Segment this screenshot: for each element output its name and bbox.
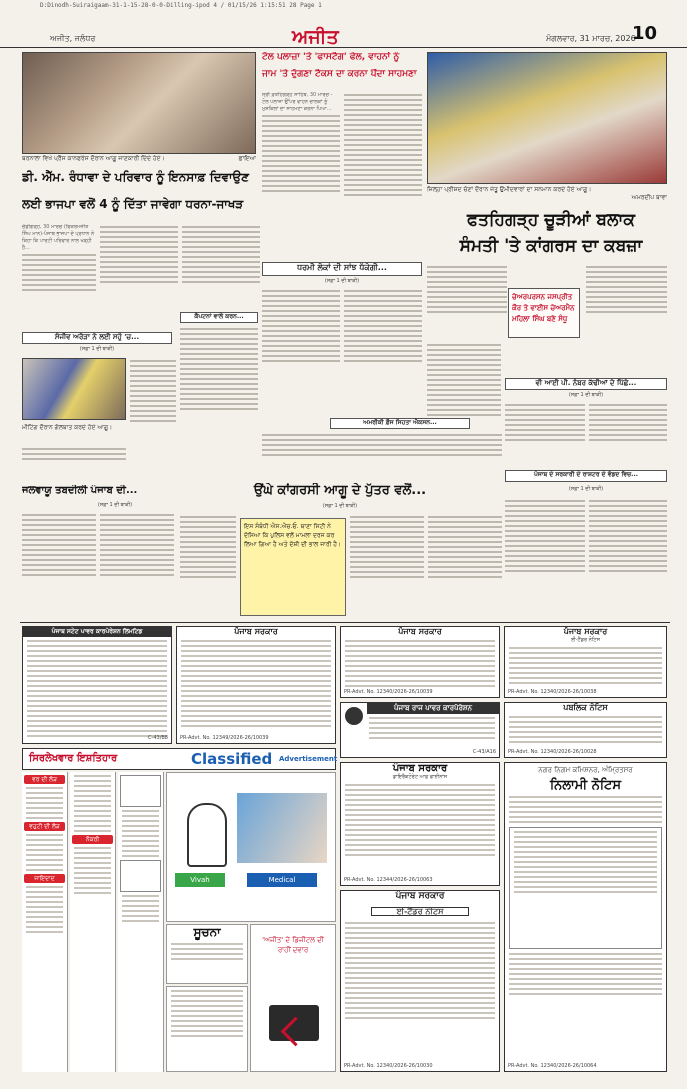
dharmi-col-2 <box>344 288 422 408</box>
govt-ad-3-ref: PR-Advt. No. 12340/2026-26/10038 <box>508 689 597 695</box>
ajit-logo: ਅਜੀਤ <box>292 26 339 48</box>
sanjeev-continued: (ਸਫ਼ਾ 1 ਦੀ ਬਾਕੀ) <box>79 346 115 352</box>
winner-box-text: ਚੇਅਰਪਰਸਨ ਜਸਪ੍ਰੀਤ ਕੌਰ ਤੇ ਵਾਈਸ ਚੇਅਰਮੈਨ ਮਹਿਲਾ ਸਿੰਘ ਬਣੇ ਸੰਧੂ <box>512 293 575 323</box>
climate-col-1 <box>22 512 96 616</box>
govt-ad-1-title: ਪੰਜਾਬ ਸਰਕਾਰ <box>234 627 278 636</box>
ajit-digital-promo <box>250 924 336 1072</box>
classified-col-3 <box>118 772 164 1072</box>
ajit-digital-text: 'ਅਜੀਤ' ਦੇ ਡਿਜੀਟਲ ਦੀ ਰਾਹੀਂ ਦਵਾਰ <box>262 936 324 954</box>
classified-col-1 <box>22 772 68 1072</box>
army-kicker: ਅਮਰੀਕੀ ਫ਼ੌਜ ਸਿਹਤਾ ਐਕਸਨ... <box>330 418 470 429</box>
medical-label: Medical <box>247 873 317 887</box>
classified-tag-3: ਜਾਇਦਾਦ <box>24 874 65 883</box>
e-tender-title: ਪੰਜਾਬ ਸਰਕਾਰ <box>395 891 445 901</box>
auction-ref: PR-Advt. No. 12340/2026-26/10064 <box>508 1063 597 1069</box>
right-lead-col-1 <box>427 264 507 339</box>
classified-illustration <box>166 772 336 922</box>
vip-col-1 <box>505 402 585 462</box>
meeting-caption: ਮੀਟਿੰਗ ਦੌਰਾਨ ਗੱਲਬਾਤ ਕਰਦੇ ਹੋਏ ਆਗੂ। <box>22 424 113 431</box>
issue-date: ਮੰਗਲਵਾਰ, 31 ਮਾਰਚ, 2026 <box>546 34 636 43</box>
public-notice-ref: PR-Advt. No. 12340/2026-26/10028 <box>508 749 597 755</box>
auction-ad <box>504 762 667 1072</box>
print-slug: D:Dinodh-Suiraigaam-31-1-15-28-0-0-Dilling-ipod 4 / 01/15/26 1:15:51 28 Page 1 <box>40 2 322 9</box>
govt-ad-2-title: ਪੰਜਾਬ ਸਰਕਾਰ <box>398 627 442 636</box>
classified-label-adv: Advertisement <box>279 755 338 763</box>
e-tender-ad <box>340 890 500 1072</box>
dharmi-continued: (ਸਫ਼ਾ 1 ਦੀ ਬਾਕੀ) <box>324 278 360 284</box>
vip-col-2 <box>589 402 667 462</box>
congress-quote-box: ਇਸ ਸੰਬੰਧੀ ਐਸ.ਐਚ.ਓ. ਥਾਣਾ ਸਿਟੀ ਨੇ ਦੱਸਿਆ ਕਿ ਪੁਲਿਸ ਵਲੋਂ ਮਾਮਲਾ ਦਰਜ ਕਰ ਲਿਆ ਗਿਆ ਹੈ ਅਤੇ ਦੋਸ਼ੀ ਦੀ ਭਾਲ ਜਾਰੀ ਹੈ। <box>240 518 346 616</box>
dharmi-kicker: ਧਰਮੀ ਲੋਕਾਂ ਦੀ ਸਾਂਝ ਧੱਕੇਗੀ... <box>262 262 422 276</box>
lead-left-credit: ਛਾਇਆ <box>238 155 256 162</box>
classified-tag-1: ਵਰ ਦੀ ਲੋੜ <box>24 775 65 784</box>
govt-ad-1 <box>176 626 336 744</box>
toll-body-col-1 <box>262 92 340 260</box>
person-figure-icon <box>187 803 227 867</box>
punjab-continued: (ਸਫ਼ਾ 1 ਦੀ ਬਾਕੀ) <box>568 486 604 492</box>
punjab-col-2 <box>589 498 667 616</box>
e-tender-ref: PR-Advt. No. 12340/2026-26/10030 <box>344 1063 433 1069</box>
vip-continued: (ਸਫ਼ਾ 1 ਦੀ ਬਾਕੀ) <box>568 392 604 398</box>
power-corp-logo-icon <box>345 707 363 725</box>
punjab-kicker: ਪੰਜਾਬ ਦੇ ਸਰਕਾਰੀ ਦੇ ਰਾਸ਼ਟਰ ਦੇ ਵੱਡਦ ਵਿਚ... <box>505 470 667 482</box>
dharmi-col-1 <box>262 288 340 408</box>
congress-col-3 <box>350 514 424 616</box>
lead-left-body <box>22 224 96 322</box>
captain-col <box>180 326 258 466</box>
govt-ad-3 <box>504 626 667 698</box>
sanjeev-kicker: ਸੰਜੀਵ ਅਰੋੜਾ ਨੇ ਲਈ ਸਹੁੰ 'ਚ... <box>22 332 172 344</box>
lead-left-headline-2: ਲਈ ਭਾਜਪਾ ਵਲੋਂ 4 ਨੂੰ ਦਿੱਤਾ ਜਾਵੇਗਾ ਧਰਨਾ-ਜਾਖੜ <box>22 197 244 211</box>
pspcl-code: C-43/B8 <box>148 735 168 741</box>
classified-col-2 <box>70 772 116 1072</box>
lead-left-photo <box>22 52 256 154</box>
govt-ad-3-sub: ਈ-ਟੈਂਡਰ ਨੋਟਿਸ <box>571 637 600 643</box>
medical-team-icon <box>237 793 327 863</box>
auction-table <box>509 827 662 949</box>
govt-ad-4 <box>340 762 500 886</box>
army-body <box>262 432 502 476</box>
congress-col-4 <box>428 514 502 616</box>
lead-left-col-3 <box>182 224 260 322</box>
power-corp-title: ਪੰਜਾਬ ਰਾਜ ਪਾਵਰ ਕਾਰਪੋਰੇਸ਼ਨ <box>367 703 499 714</box>
pspcl-title: ਪੰਜਾਬ ਸਟੇਟ ਪਾਵਰ ਕਾਰਪੋਰੇਸ਼ਨ ਲਿਮਟਿਡ <box>23 627 171 637</box>
sanjeev-col <box>130 358 176 468</box>
auction-title-1: ਨਗਰ ਨਿਗਮ ਕਮਿਸ਼ਨਰ, ਅੰਮ੍ਰਿਤਸਰ <box>538 766 633 774</box>
toll-headline-2: ਜਾਮ 'ਤੇ ਦੁੱਗਣਾ ਟੈਕਸ ਦਾ ਕਰਨਾ ਪੈਂਦਾ ਸਾਹਮਣਾ <box>262 69 417 79</box>
lead-left-caption: ਬਰਨਾਲਾ ਵਿਖੇ ਪ੍ਰੈੱਸ ਕਾਨਫਰੰਸ ਦੌਰਾਨ ਆਗੂ ਜਾਣਕਾਰੀ ਦਿੰਦੇ ਹੋਏ। <box>22 155 165 162</box>
winner-box <box>508 288 580 338</box>
classified-label-en: Classified <box>191 750 273 768</box>
congress-col-1 <box>180 514 236 616</box>
vivah-label: Vivah <box>175 873 225 887</box>
ads-divider <box>20 622 670 623</box>
notice-title: ਸੂਚਨਾ <box>193 925 221 939</box>
govt-ad-4-sub: ਡਾਇਰੈਕਟੋਰੇਟ ਆਫ਼ ਫਾਈਨਾਂਸ <box>392 774 448 780</box>
punjab-col-1 <box>505 498 585 616</box>
notice-box <box>166 924 248 984</box>
right-lead-headline-1: ਫਤਹਿਗੜ੍ਹ ਚੂੜੀਆਂ ਬਲਾਕ <box>467 210 635 230</box>
climate-kicker: ਜਲਵਾਯੂ ਤਬਦੀਲੀ ਪੰਜਾਬ ਦੀ... <box>22 485 138 496</box>
edition-label: ਅਜੀਤ, ਜਲੰਧਰ <box>50 34 96 43</box>
page-number: 10 <box>632 23 658 44</box>
congress-continued: (ਸਫ਼ਾ 1 ਦੀ ਬਾਕੀ) <box>322 503 358 509</box>
govt-ad-2-ref: PR-Advt. No. 12340/2026-26/10039 <box>344 689 433 695</box>
vip-number-kicker: ਵੀ ਆਈ ਪੀ. ਨੰਬਰ ਕੱਢੀਆਂ ਦੇ ਪਿੱਛੇ... <box>505 378 667 390</box>
meeting-photo <box>22 358 126 420</box>
toll-body-text: ਸ੍ਰੀ ਫ਼ਤਹਿਗੜ੍ਹ ਸਾਹਿਬ, 30 ਮਾਰਚ - ਟੋਲ ਪਲਾਜ਼ਾ ਉੱਪਰ ਵਾਹਨ ਚਾਲਕਾਂ ਨੂੰ ਮੁਸ਼ਕਿਲਾਂ ਦਾ ਸਾਹਮਣਾ ਕਰਨਾ ਪਿਆ... <box>262 92 333 112</box>
govt-ad-4-title: ਪੰਜਾਬ ਸਰਕਾਰ <box>392 763 448 774</box>
govt-ad-4-ref: PR-Advt. No. 12344/2026-26/10063 <box>344 877 433 883</box>
right-lead-credit: ਅਮਰਦੀਪ ਬਾਵਾ <box>631 194 667 201</box>
public-notice-title: ਪਬਲਿਕ ਨੋਟਿਸ <box>563 703 608 712</box>
public-notice-ad <box>504 702 667 758</box>
e-tender-sub: ਈ-ਟੈਂਡਰ ਨੋਟਿਸ <box>371 907 469 916</box>
lead-left-body-text: ਚੰਡੀਗੜ੍ਹ, 30 ਮਾਰਚ (ਵਿਕਰਮਜੀਤ ਸਿੰਘ ਮਾਨ)-ਪੰਜਾਬ ਭਾਜਪਾ ਦੇ ਪ੍ਰਧਾਨ ਨੇ ਕਿਹਾ ਕਿ ਪਾਰਟੀ ਪਰਿਵਾਰ ਨਾਲ ਖੜ੍ਹੀ ਹੈ... <box>22 224 95 251</box>
congress-kicker: ਉਂਘੇ ਕਾਂਗਰਸੀ ਆਗੂ ਦੇ ਪੁੱਤਰ ਵਲੋਂ... <box>253 483 427 498</box>
right-lead-caption: ਜ਼ਿਲ੍ਹਾ ਪ੍ਰੀਸ਼ਦ ਚੋਣਾਂ ਦੌਰਾਨ ਜੇਤੂ ਉਮੀਦਵਾਰਾਂ ਦਾ ਸਨਮਾਨ ਕਰਦੇ ਹੋਏ ਆਗੂ। <box>427 186 592 193</box>
auction-title-2: ਨਿਲਾਮੀ ਨੋਟਿਸ <box>549 778 622 793</box>
classified-label-pa: ਸਿਰਲੇਖਵਾਰ ਇਸ਼ਤਿਹਾਰ <box>29 753 118 764</box>
govt-ad-2 <box>340 626 500 698</box>
climate-col-2 <box>100 512 174 616</box>
govt-ad-3-title: ਪੰਜਾਬ ਸਰਕਾਰ <box>563 627 608 636</box>
classified-col-4 <box>166 986 248 1072</box>
toll-headline-1: ਟੋਲ ਪਲਾਜ਼ਾ 'ਤੇ 'ਫਾਸਟੈਗ' ਫੇਲ, ਵਾਹਨਾਂ ਨੂੰ <box>262 52 400 62</box>
lead-left-headline-1: ਡੀ. ਐੱਮ. ਰੰਧਾਵਾ ਦੇ ਪਰਿਵਾਰ ਨੂੰ ਇਨਸਾਫ਼ ਦਿਵਾਉਣ <box>22 170 249 184</box>
climate-continued: (ਸਫ਼ਾ 1 ਦੀ ਬਾਕੀ) <box>97 502 133 508</box>
classified-tag-4: ਨੌਕਰੀ <box>72 835 113 844</box>
pspcl-ad <box>22 626 172 744</box>
power-corp-ad <box>340 702 500 758</box>
govt-ad-1-ref: PR-Advt. No. 12349/2026-26/10039 <box>180 735 269 741</box>
right-lead-photo <box>427 52 667 184</box>
toll-body-col-2 <box>344 92 422 260</box>
classified-tag-2: ਵਹੁਟੀ ਦੀ ਲੋੜ <box>24 822 65 831</box>
captain-kicker: ਕੈਪਟਨਾਂ ਵਾਲੇ ਕਰਨ... <box>180 312 258 323</box>
lead-left-col-2 <box>100 224 178 322</box>
power-corp-code: C-43/A16 <box>472 749 496 755</box>
classified-header <box>22 748 336 770</box>
right-lead-headline-2: ਸੰਮਤੀ 'ਤੇ ਕਾਂਗਰਸ ਦਾ ਕਬਜ਼ਾ <box>459 236 643 256</box>
sanjeev-col-2 <box>22 446 126 470</box>
right-lead-col-3 <box>586 264 667 339</box>
masthead <box>0 23 687 48</box>
